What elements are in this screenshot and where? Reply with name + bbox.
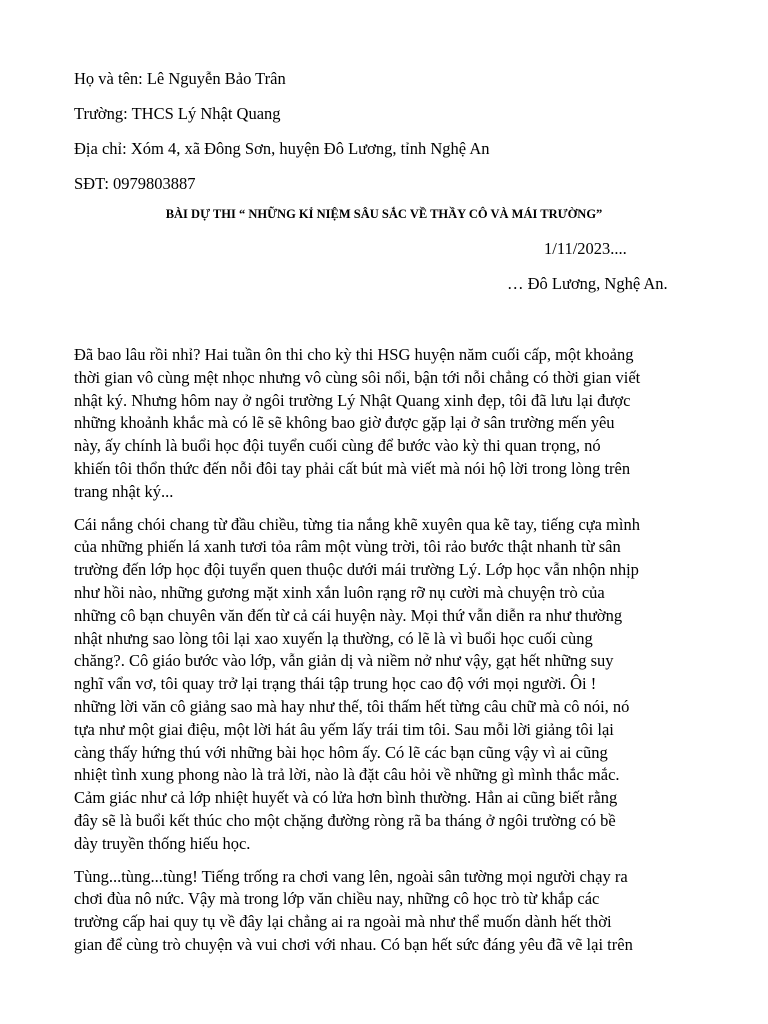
text-line: tựa như một giai điệu, một lời hát âu yếm lấy trái tim tôi. Sau mỗi lời giảng tôi lại — [74, 719, 614, 739]
text-line: dày truyền thống hiếu học. — [74, 833, 251, 853]
text-line: nhật ký. Nhưng hôm nay ở ngôi trường Lý Nhật Quang xinh đẹp, tôi đã lưu lại được — [74, 390, 631, 410]
address-line: Địa chỉ: Xóm 4, xã Đông Sơn, huyện Đô Lương, tỉnh Nghệ An — [74, 139, 490, 158]
text-line: nhiệt tình xung phong nào là trả lời, nào là đặt câu hỏi về những gì mình thắc mắc. — [74, 765, 620, 785]
date-line: 1/11/2023.... — [544, 239, 627, 258]
phone-line: SĐT: 0979803887 — [74, 174, 196, 193]
text-line: nghĩ vẩn vơ, tôi quay trở lại trạng thái tập trung học cao độ với mọi người. Ôi ! — [74, 674, 597, 694]
text-line: trường cấp hai quy tụ về đây lại chẳng ai ra ngoài mà như thể muốn dành hết thời — [74, 912, 612, 932]
text-line: của những phiến lá xanh tươi tỏa râm một vùng trời, tôi rảo bước thật nhanh từ sân — [74, 537, 621, 557]
text-line: trường đến lớp học đội tuyển quen thuộc dưới mái trường Lý. Lớp học vẫn nhộn nhịp — [74, 560, 639, 580]
text-line: chăng?. Cô giáo bước vào lớp, vẫn giản dị và niềm nở như vậy, gạt hết những suy — [74, 651, 614, 671]
text-line: những cô bạn chuyên văn đến từ cả cái huyện này. Mọi thứ vẫn diễn ra như thường — [74, 605, 623, 625]
school-line: Trường: THCS Lý Nhật Quang — [74, 104, 281, 123]
text-line: Cảm giác như cả lớp nhiệt huyết và có lửa hơn bình thường. Hẳn ai cũng biết rằng — [74, 788, 618, 808]
paragraph-2 — [74, 514, 700, 856]
text-line: chơi đùa nô nức. Vậy mà trong lớp văn chiều nay, những cô học trò từ khắp các — [74, 889, 600, 909]
text-line: nhật nhưng sao lòng tôi lại xao xuyến lạ thường, có lẽ là vì buổi học cuối cùng — [74, 628, 593, 648]
text-line: khiến tôi thổn thức đến nỗi đôi tay phải cất bút mà viết mà nói hộ lời trong lòng trên — [74, 458, 631, 478]
text-line: trang nhật ký... — [74, 481, 174, 501]
paragraph-3 — [74, 866, 700, 957]
text-line: Cái nắng chói chang từ đầu chiều, từng tia nắng khẽ xuyên qua kẽ tay, tiếng cựa mình — [74, 514, 640, 534]
place-line: … Đô Lương, Nghệ An. — [507, 274, 668, 293]
text-line: này, ấy chính là buổi học đội tuyển cuối cùng để bước vào kỳ thi quan trọng, nó — [74, 436, 601, 456]
text-line: Tùng...tùng...tùng! Tiếng trống ra chơi vang lên, ngoài sân tường mọi người chạy ra — [74, 866, 628, 886]
text-line: đây sẽ là buổi kết thúc cho một chặng đường ròng rã ba tháng ở ngôi trường có bề — [74, 810, 616, 830]
text-line: Đã bao lâu rồi nhỉ? Hai tuần ôn thi cho kỳ thi HSG huyện năm cuối cấp, một khoảng — [74, 345, 634, 364]
student-name-line: Họ và tên: Lê Nguyễn Bảo Trân — [74, 69, 286, 88]
text-line: thời gian vô cùng mệt nhọc nhưng vô cùng sôi nổi, bận tới nỗi chẳng có thời gian viết — [74, 367, 641, 387]
text-line: như hồi nào, những gương mặt xinh xắn luôn rạng rỡ nụ cười mà chuyện trò của — [74, 582, 605, 602]
text-line: càng thấy hứng thú với những bài học hôm ấy. Có lẽ các bạn cũng vậy vì ai cũng — [74, 742, 608, 762]
text-line: những khoảnh khắc mà có lẽ sẽ không bao giờ được gặp lại ở sân trường mến yêu — [74, 413, 615, 433]
paragraph-1 — [74, 344, 700, 504]
text-line: những lời văn cô giảng sao mà hay như thế, tôi thấm hết từng câu chữ mà cô nói, nó — [74, 696, 630, 716]
contest-title: BÀI DỰ THI “ NHỮNG KỈ NIỆM SÂU SẮC VỀ THẦY CÔ VÀ MÁI TRƯỜNG” — [165, 207, 603, 221]
essay-body — [74, 344, 700, 967]
text-line: gian để cùng trò chuyện và vui chơi với nhau. Có bạn hết sức đáng yêu đã vẽ lại trên — [74, 934, 633, 954]
